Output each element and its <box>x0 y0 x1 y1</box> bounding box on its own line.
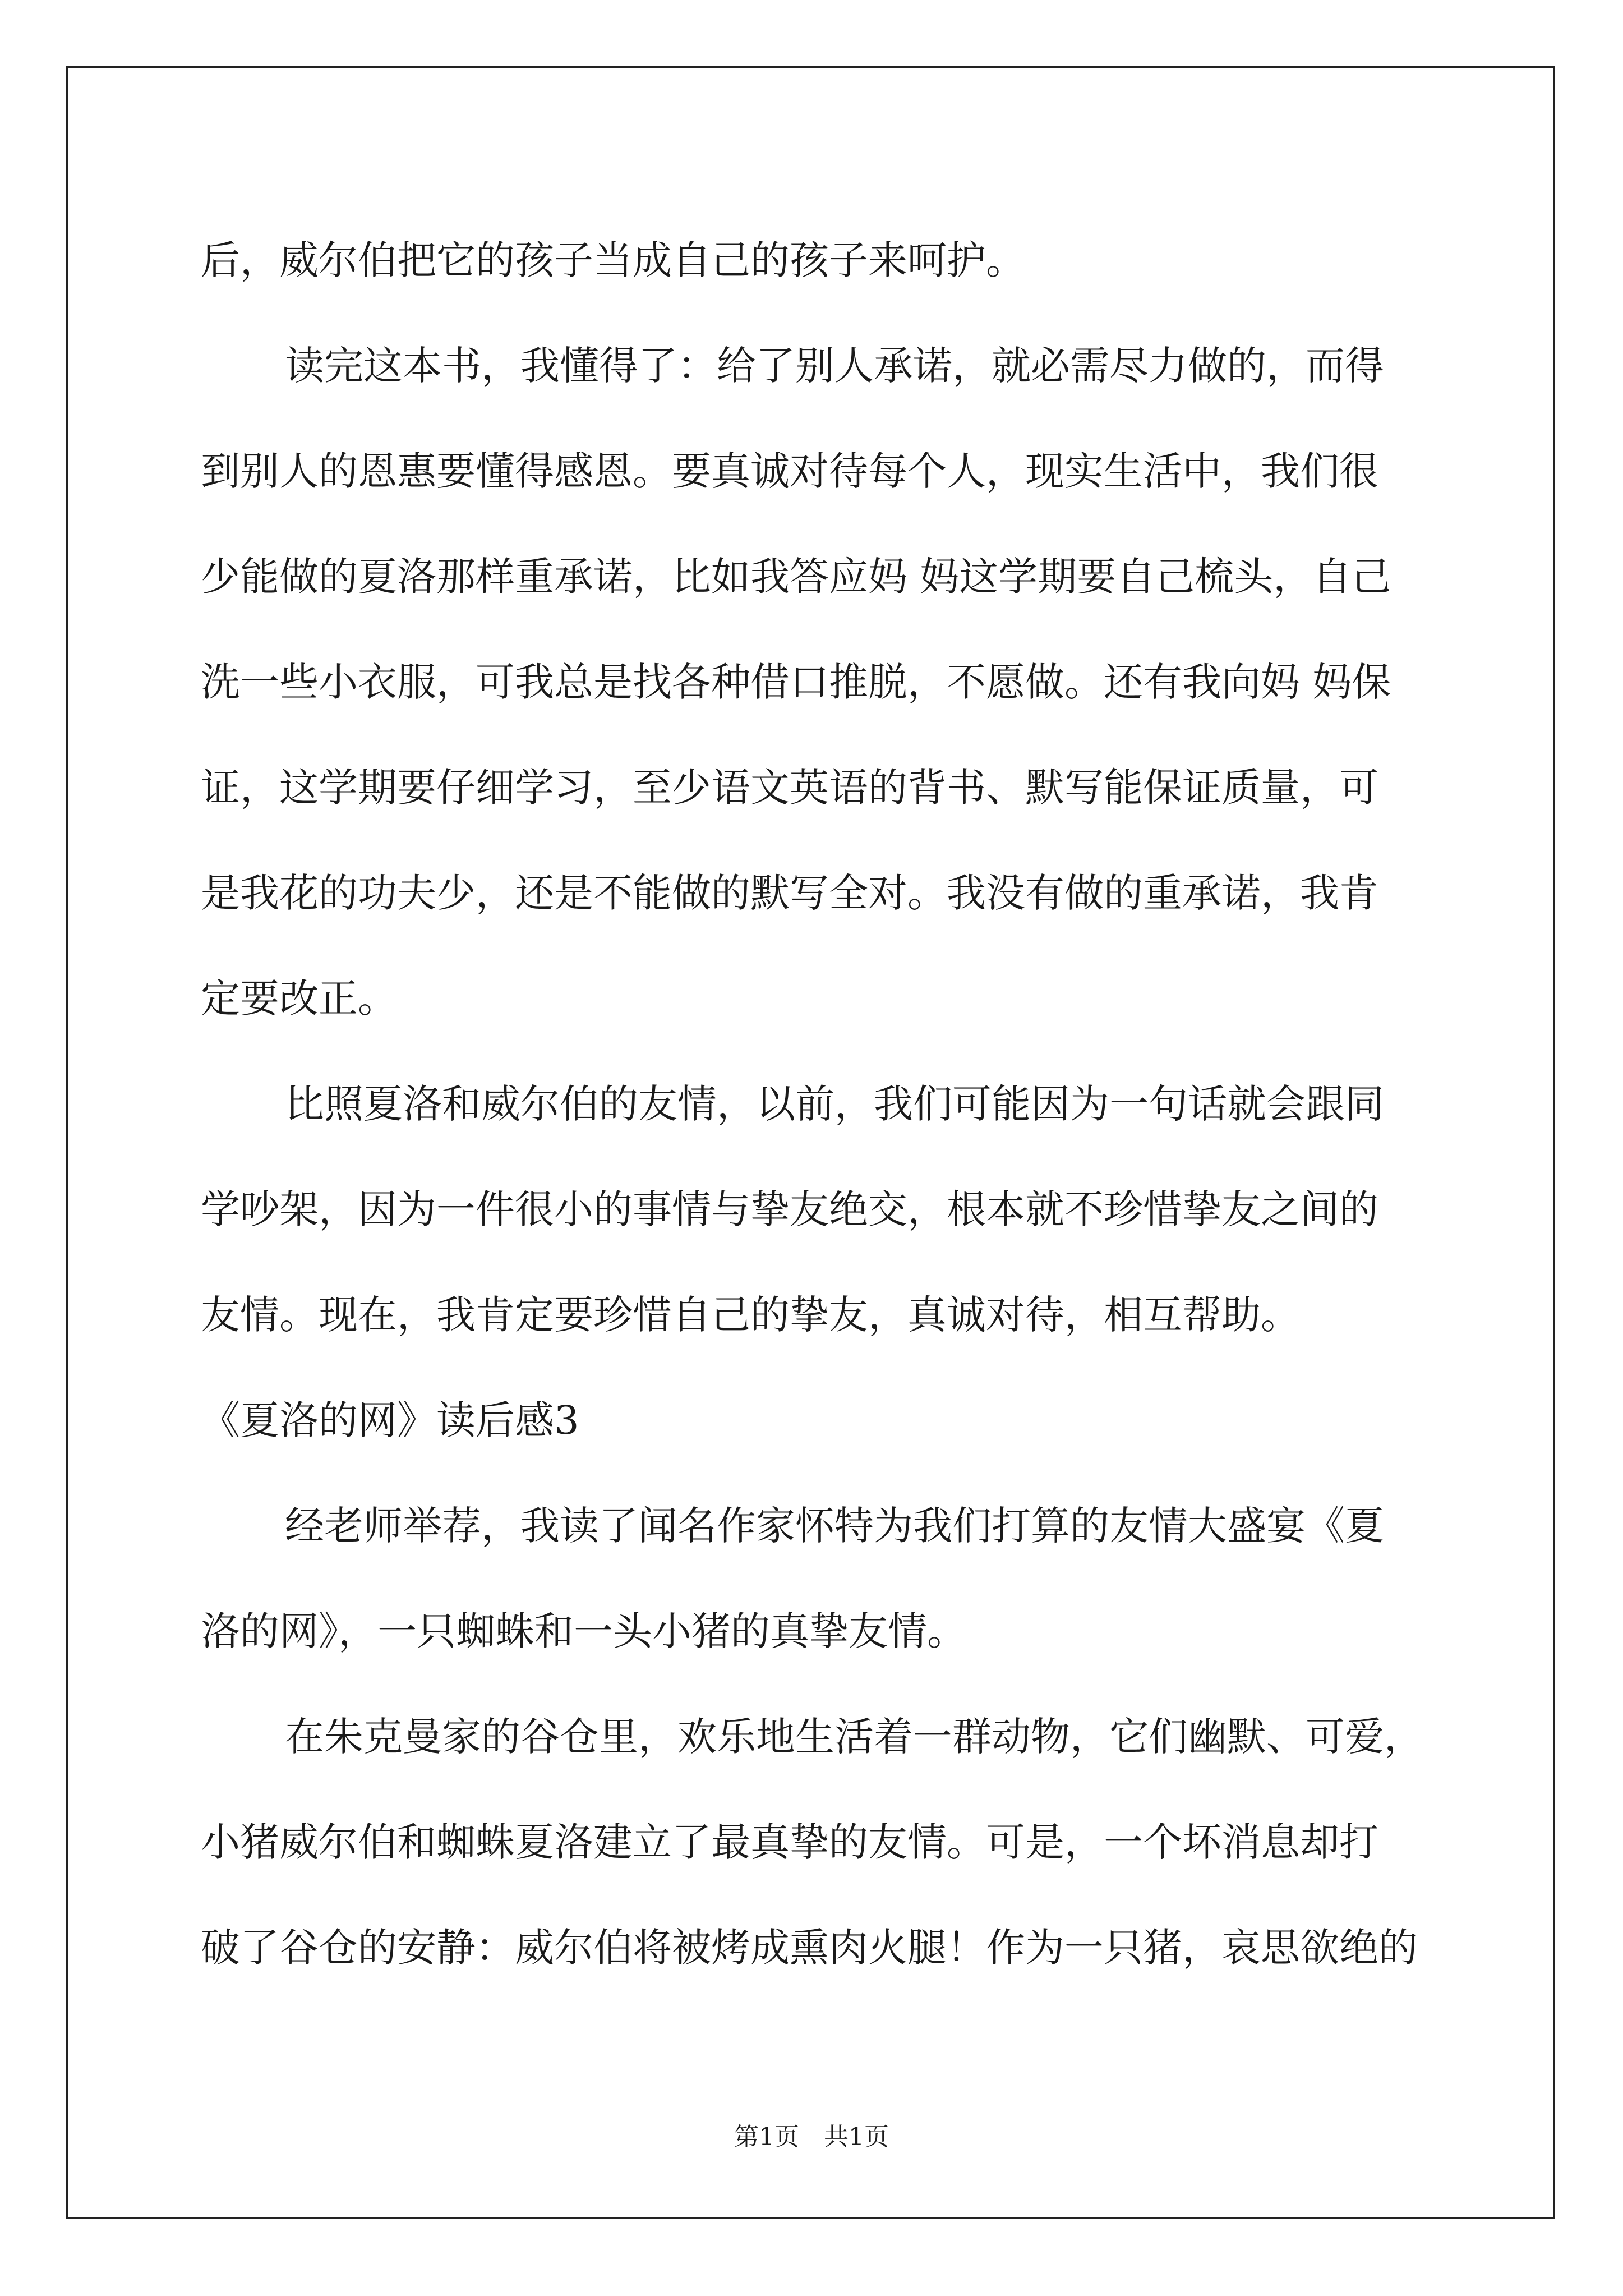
text-line: 到别人的恩惠要懂得感恩。要真诚对待每个人，现实生活中，我们很 <box>201 448 1378 494</box>
text-line: 洛的网》，一只蜘蛛和一头小猪的真挚友情。 <box>201 1608 966 1654</box>
text-line: 少能做的夏洛那样重承诺，比如我答应妈 妈这学期要自己梳头，自己 <box>201 554 1391 600</box>
text-line: 是我花的功夫少，还是不能做的默写全对。我没有做的重承诺，我肯 <box>201 870 1378 916</box>
text-line: 经老师举荐，我读了闻名作家怀特为我们打算的友情大盛宴《夏 <box>285 1503 1384 1549</box>
text-line: 定要改正。 <box>201 976 397 1022</box>
text-line: 证，这学期要仔细学习，至少语文英语的背书、默写能保证质量，可 <box>201 765 1378 811</box>
text-line: 小猪威尔伯和蜘蛛夏洛建立了最真挚的友情。可是，一个坏消息却打 <box>201 1819 1378 1865</box>
section-heading: 《夏洛的网》读后感3 <box>201 1397 579 1443</box>
text-line: 破了谷仓的安静：威尔伯将被烤成熏肉火腿！作为一只猪，哀思欲绝的 <box>201 1925 1418 1971</box>
text-line: 学吵架，因为一件很小的事情与挚友绝交，根本就不珍惜挚友之间的 <box>201 1186 1378 1232</box>
text-line: 友情。现在，我肯定要珍惜自己的挚友，真诚对待，相互帮助。 <box>201 1292 1300 1338</box>
text-line: 读完这本书，我懂得了：给了别人承诺，就必需尽力做的，而得 <box>285 343 1384 389</box>
text-line: 后，威尔伯把它的孩子当成自己的孩子来呵护。 <box>201 237 1025 283</box>
document-body <box>201 208 1423 2000</box>
text-line: 比照夏洛和威尔伯的友情，以前，我们可能因为一句话就会跟同 <box>285 1081 1384 1127</box>
text-line: 在朱克曼家的谷仓里，欢乐地生活着一群动物，它们幽默、可爱， <box>285 1714 1423 1760</box>
text-line: 洗一些小衣服，可我总是找各种借口推脱，不愿做。还有我向妈 妈保 <box>201 659 1391 705</box>
page-number-footer: 第1页 共1页 <box>734 2123 889 2151</box>
